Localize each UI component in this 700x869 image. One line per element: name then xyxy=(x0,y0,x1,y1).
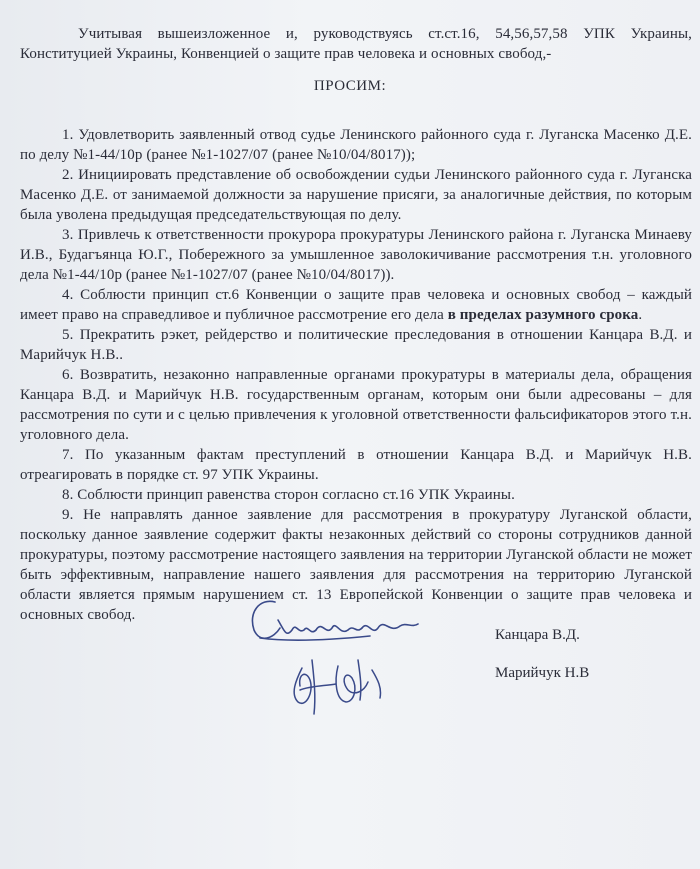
request-item-9: 9. Не направлять данное заявление для рассмотрения в прокуратуру Луганской области, поскольку данное заявление содержит факты незаконных действий со стороны сотрудников данной прокуратуры, поэтому рассмотрение настоящего заявления на территории Луганской области не может быть эффективным, направление нашего заявления для рассмотрения на территорию Луганской области является прямым нарушением ст. 13 Европейской Конвенции о защите прав человека и основных свобод. xyxy=(20,507,692,623)
signatory-name-2: Марийчук Н.В xyxy=(495,665,590,681)
request-item-7: 7. По указанным фактам преступлений в отношении Канцара В.Д. и Марийчук Н.В. отреагировать в порядке ст. 97 УПК Украины. xyxy=(20,447,692,483)
request-item-6: 6. Возвратить, незаконно направленные органами прокуратуры в материалы дела, обращения Канцара В.Д. и Марийчук Н.В. государственным органам, которым они были адресованы – для рассмотрения по сути и с целью привлечения к уголовной ответственности фальсификаторов этого т.н. уголовного дела. xyxy=(20,367,692,443)
request-item-2: 2. Инициировать представление об освобождении судьи Ленинского районного суда г. Луганска Масенко Д.Е. от занимаемой должности за нарушение присяги, за аналогичные действия, по которым была уволена предыдущая председательствующая по делу. xyxy=(20,167,692,223)
request-item-4: 4. Соблюсти принцип ст.6 Конвенции о защите прав человека и основных свобод – каждый имеет право на справедливое и публичное рассмотрение его дела в пределах разумного срока. xyxy=(20,287,692,323)
request-heading: ПРОСИМ: xyxy=(313,78,387,94)
request-items-list xyxy=(20,125,692,625)
handwritten-signature-mariychuk xyxy=(240,590,440,730)
request-item-5: 5. Прекратить рэкет, рейдерство и политические преследования в отношении Канцара В.Д. и Марийчук Н.В.. xyxy=(20,327,692,363)
request-item-3: 3. Привлечь к ответственности прокурора прокуратуры Ленинского района г. Луганска Минаеву И.В., Будагъянца Ю.Г., Побережного за умышленное заволокичивание рассмотрения т.н. уголовного дела №1-44/10р (ранее №1-1027/07 (ранее №10/04/8017)). xyxy=(20,227,692,283)
intro-paragraph xyxy=(20,24,692,64)
bold-phrase: в пределах разумного срока xyxy=(447,307,639,323)
intro-text: Учитывая вышеизложенное и, руководствуясь ст.ст.16, 54,56,57,58 УПК Украины, Конституцией Украины, Конвенцией о защите прав человека и основных свобод,- xyxy=(20,26,692,62)
signatures xyxy=(240,590,440,730)
signatory-name-1: Канцара В.Д. xyxy=(495,627,580,643)
request-item-8: 8. Соблюсти принцип равенства сторон согласно ст.16 УПК Украины. xyxy=(62,487,515,503)
request-item-1: 1. Удовлетворить заявленный отвод судье Ленинского районного суда г. Луганска Масенко Д.Е. по делу №1-44/10р (ранее №1-1027/07 (ранее №10/04/8017)); xyxy=(20,127,692,163)
